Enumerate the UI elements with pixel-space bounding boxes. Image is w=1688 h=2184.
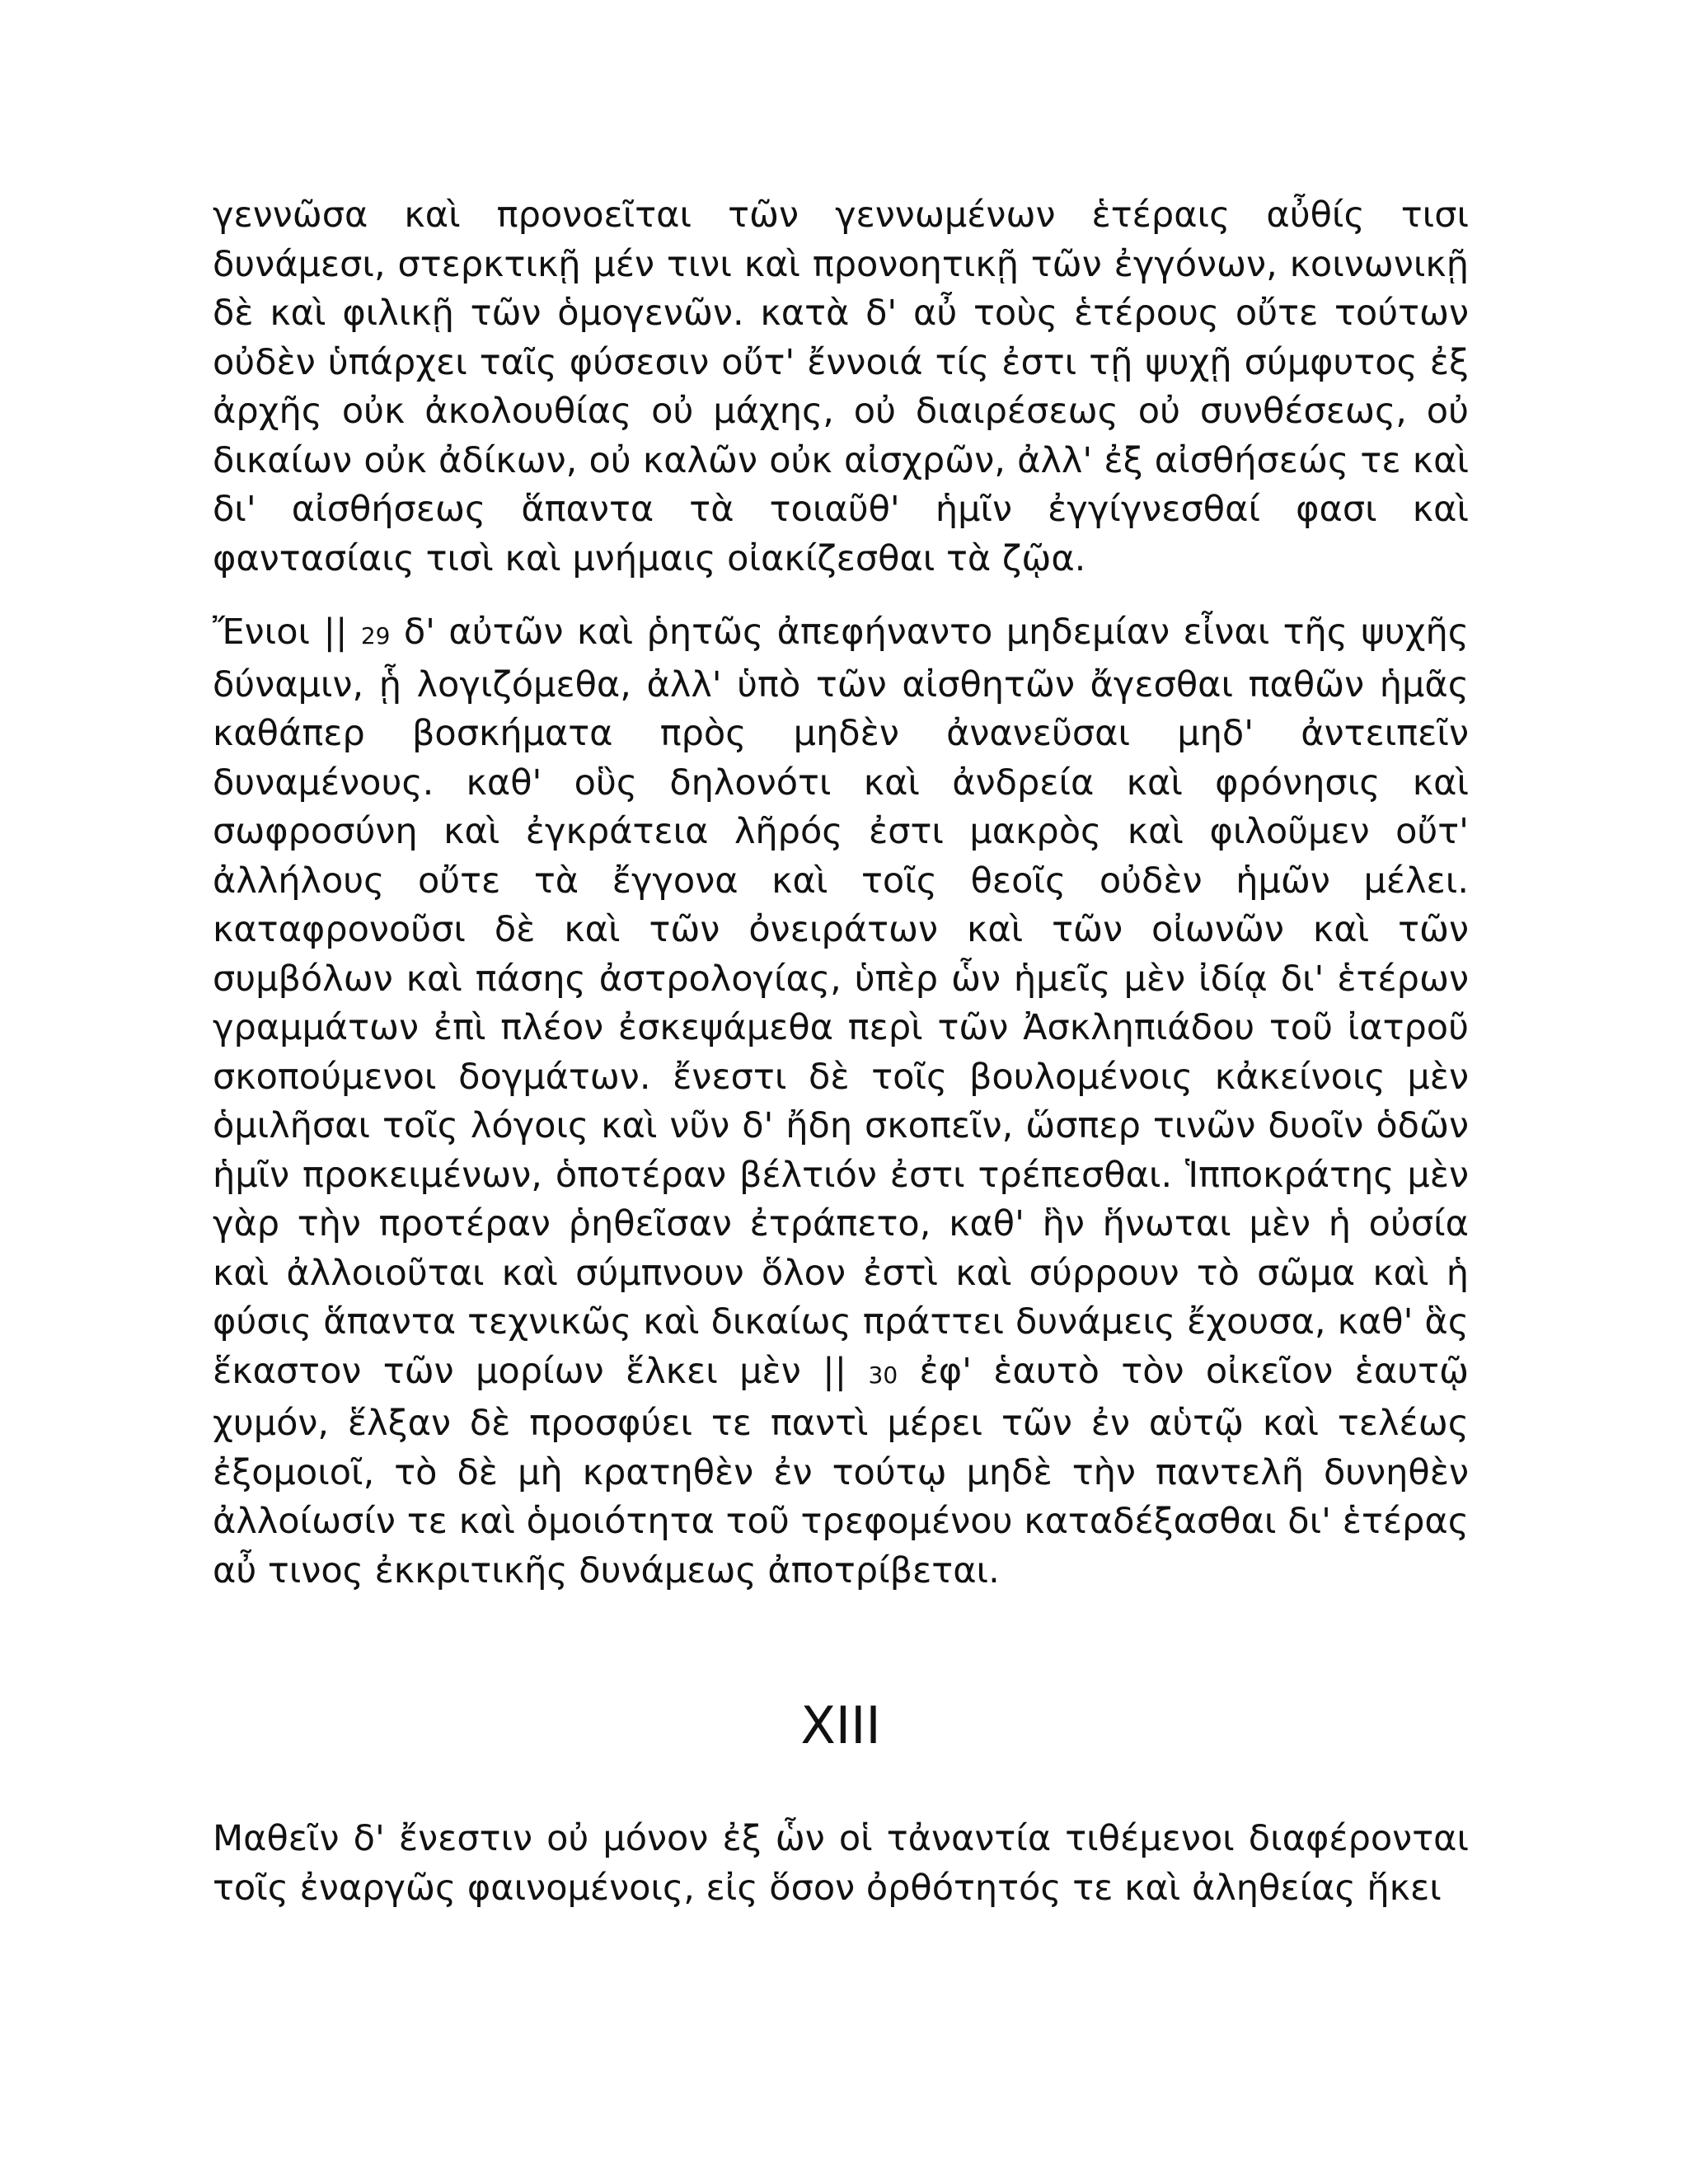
text-section-after-heading (213, 1815, 1469, 1913)
document-page (213, 191, 1469, 1913)
body-paragraph (213, 1815, 1469, 1913)
paragraph-text: ἐφ' ἑαυτὸ τὸν οἰκεῖον ἑαυτῷ χυμόν, ἕλξαν δὲ προσφύει τε παντὶ μέρει τῶν ἐν αὑτῷ καὶ τελέως ἐξομοιοῖ, τὸ δὲ μὴ κρατηθὲν ἐν τούτῳ μηδὲ τὴν παντελῆ δυνηθὲν ἀλλοίωσίν τε καὶ ὁμοιότητα τοῦ τρεφομένου καταδέξασθαι δι' ἑτέρας αὖ τινος ἐκκριτικῆς δυνάμεως ἀποτρίβεται. (213, 1350, 1469, 1591)
page-number-marker: 29 (360, 622, 391, 649)
paragraph-text: Μαθεῖν δ' ἔνεστιν οὐ μόνον ἐξ ὧν οἱ τἀναντία τιθέμενοι διαφέρονται τοῖς ἐναργῶς φαινομένοις, εἰς ὅσον ὀρθότητός τε καὶ ἀληθείας ἥκει (213, 1818, 1469, 1909)
chapter-heading: XIII (800, 1695, 881, 1755)
text-section-before-heading (213, 191, 1469, 1596)
paragraph-text: Ἔνιοι || (213, 612, 361, 653)
body-paragraph (213, 191, 1469, 583)
paragraph-text: δ' αὐτῶν καὶ ῥητῶς ἀπεφήναντο μηδεμίαν εἶναι τῆς ψυχῆς δύναμιν, ᾗ λογιζόμεθα, ἀλλ' ὑπὸ τῶν αἰσθητῶν ἄγεσθαι παθῶν ἡμᾶς καθάπερ βοσκήματα πρὸς μηδὲν ἀνανεῦσαι μηδ' ἀντειπεῖν δυναμένους. καθ' οὓς δηλονότι καὶ ἀνδρεία καὶ φρόνησις καὶ σωφροσύνη καὶ ἐγκράτεια λῆρός ἐστι μακρὸς καὶ φιλοῦμεν οὔτ' ἀλλήλους οὔτε τὰ ἔγγονα καὶ τοῖς θεοῖς οὐδὲν ἡμῶν μέλει. καταφρονοῦσι δὲ καὶ τῶν ὀνειράτων καὶ τῶν οἰωνῶν καὶ τῶν συμβόλων καὶ πάσης ἀστρολογίας, ὑπὲρ ὧν ἡμεῖς μὲν ἰδίᾳ δι' ἑτέρων γραμμάτων ἐπὶ πλέον ἐσκεψάμεθα περὶ τῶν Ἀσκληπιάδου τοῦ ἰατροῦ σκοπούμενοι δογμάτων. ἔνεστι δὲ τοῖς βουλομένοις κἀκείνοις μὲν ὁμιλῆσαι τοῖς λόγοις καὶ νῦν δ' ἤδη σκοπεῖν, ὥσπερ τινῶν δυοῖν ὁδῶν ἡμῖν προκειμένων, ὁποτέραν βέλτιόν ἐστι τρέπεσθαι. Ἱπποκράτης μὲν γὰρ τὴν προτέραν ῥηθεῖσαν ἐτράπετο, καθ' ἣν ἥνωται μὲν ἡ οὐσία καὶ ἀλλοιοῦται καὶ σύμπνουν ὅλον ἐστὶ καὶ σύρρουν τὸ σῶμα καὶ ἡ φύσις ἅπαντα τεχνικῶς καὶ δικαίως πράττει δυνάμεις ἔχουσα, καθ' ἃς ἕκαστον τῶν μορίων ἕλκει μὲν || (213, 612, 1469, 1392)
body-paragraph (213, 608, 1469, 1596)
paragraph-text: γεννῶσα καὶ προνοεῖται τῶν γεννωμένων ἑτέραις αὖθίς τισι δυνάμεσι, στερκτικῇ μέν τινι καὶ προνοητικῇ τῶν ἐγγόνων, κοινωνικῇ δὲ καὶ φιλικῇ τῶν ὁμογενῶν. κατὰ δ' αὖ τοὺς ἑτέρους οὔτε τούτων οὐδὲν ὑπάρχει ταῖς φύσεσιν οὔτ' ἔννοιά τίς ἐστι τῇ ψυχῇ σύμφυτος ἐξ ἀρχῆς οὐκ ἀκολουθίας οὐ μάχης, οὐ διαιρέσεως οὐ συνθέσεως, οὐ δικαίων οὐκ ἀδίκων, οὐ καλῶν οὐκ αἰσχρῶν, ἀλλ' ἐξ αἰσθήσεώς τε καὶ δι' αἰσθήσεως ἅπαντα τὰ τοιαῦθ' ἡμῖν ἐγγίγνεσθαί φασι καὶ φαντασίαις τισὶ καὶ μνήμαις οἰακίζεσθαι τὰ ζῷα. (213, 194, 1469, 579)
page-number-marker: 30 (868, 1361, 898, 1389)
